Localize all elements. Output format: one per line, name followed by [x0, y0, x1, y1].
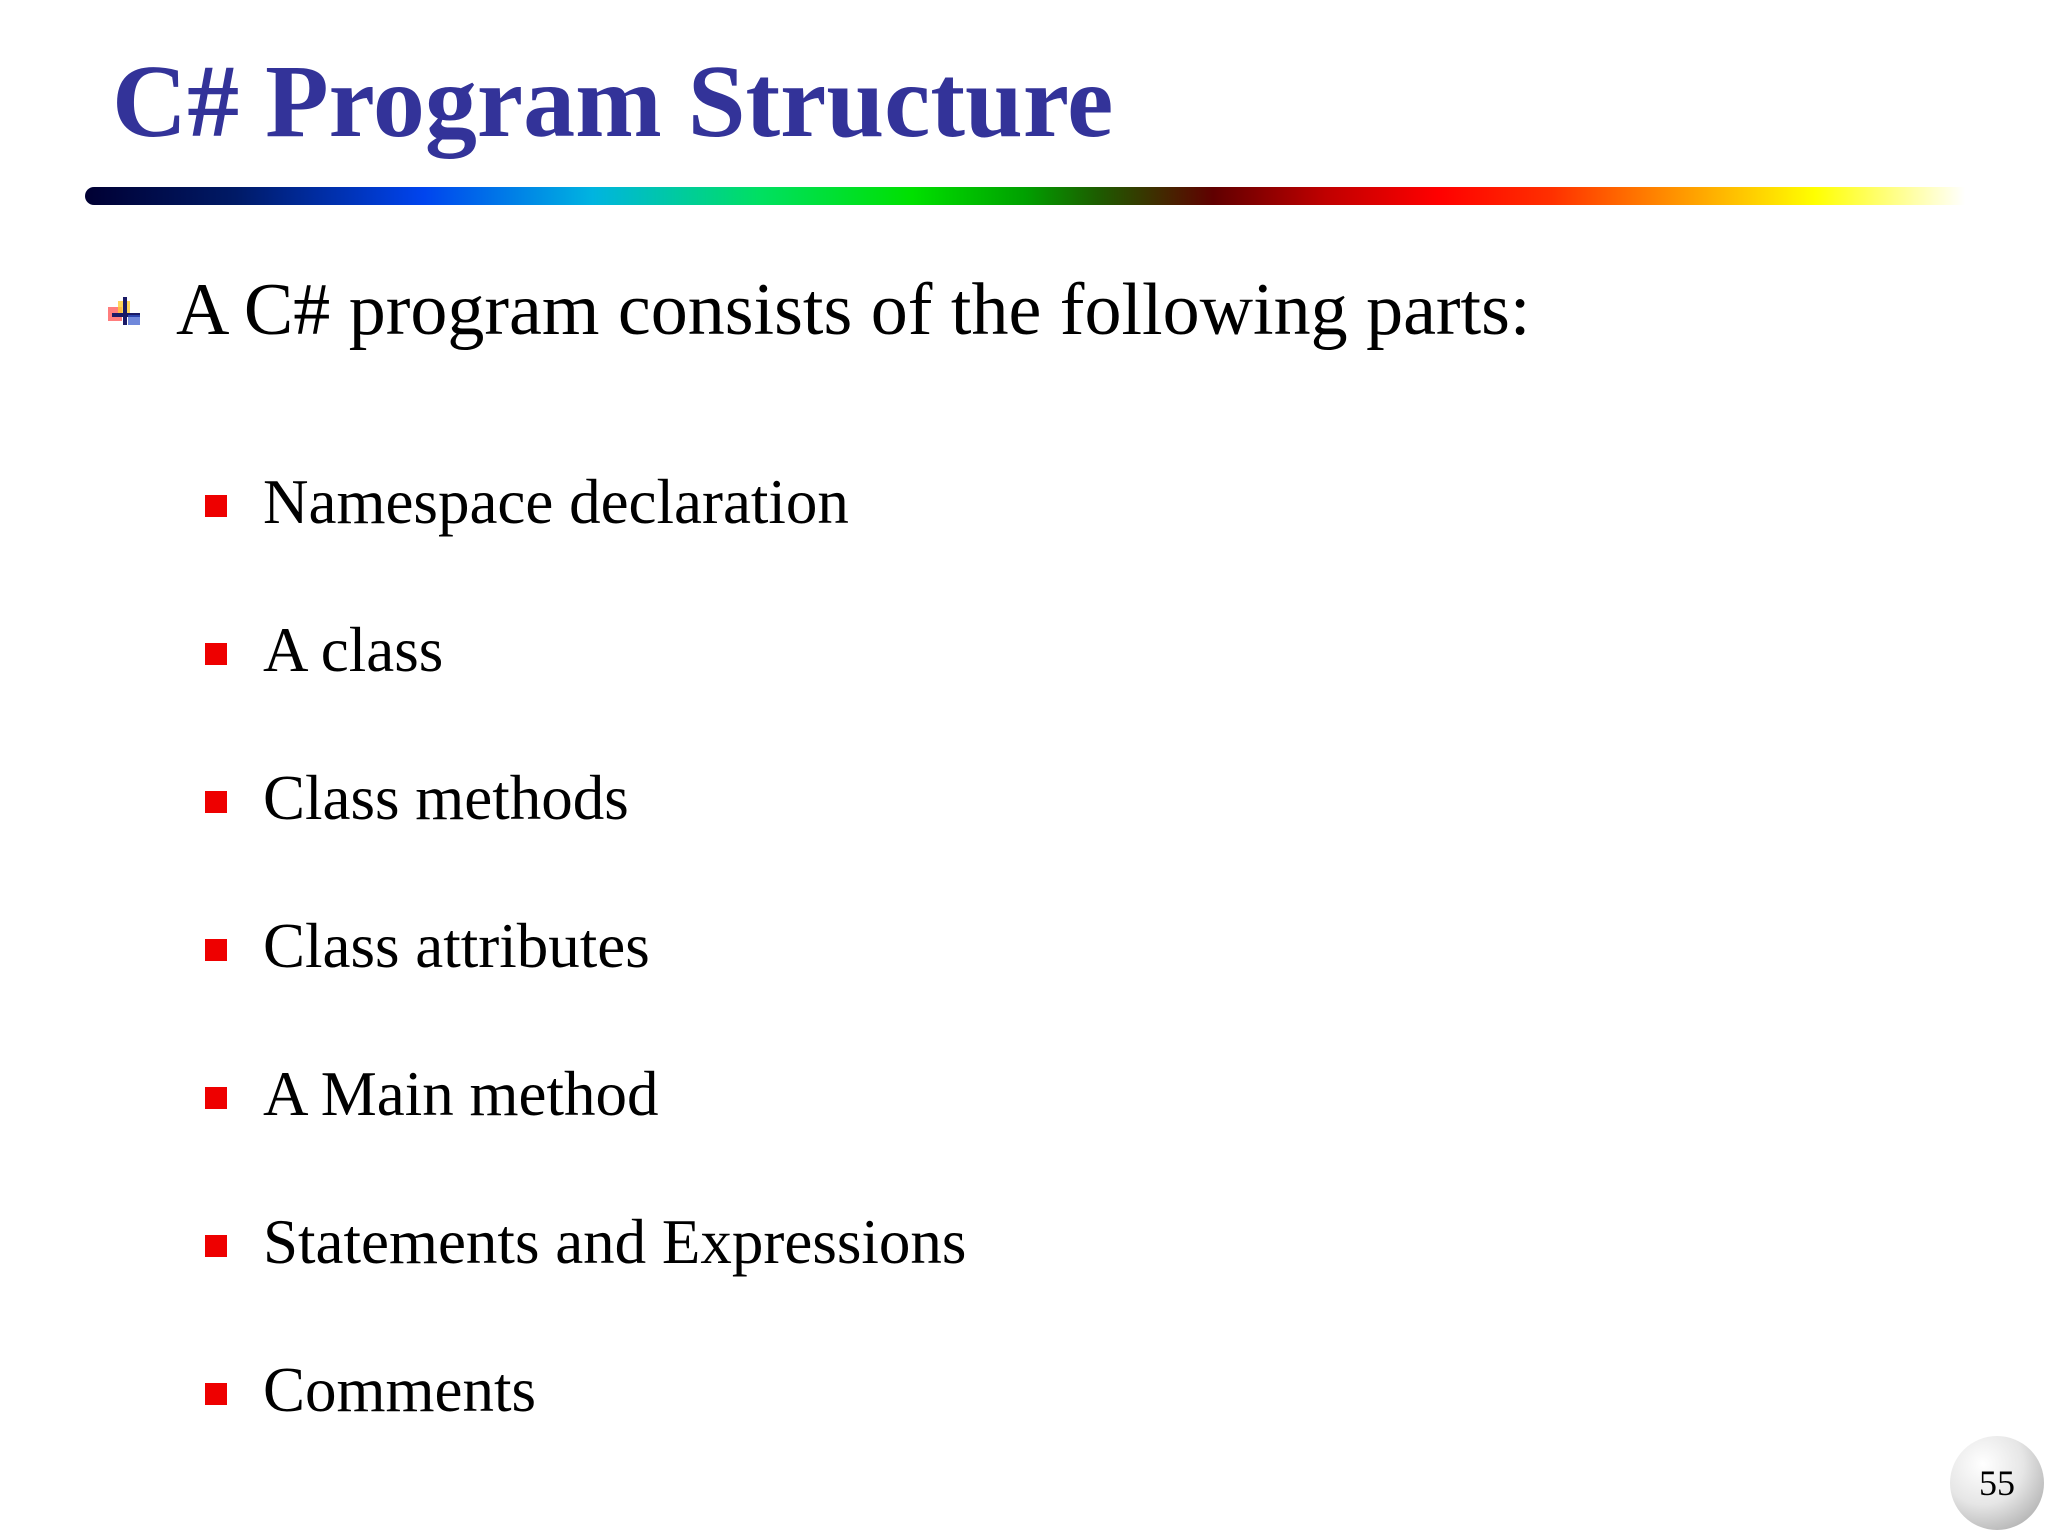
square-bullet-icon	[205, 1383, 227, 1405]
list-item-text: Class methods	[263, 762, 629, 833]
list-item	[205, 872, 966, 1020]
page-number: 55	[1979, 1463, 2015, 1503]
list-item	[205, 724, 966, 872]
main-bullet	[108, 268, 1530, 353]
list-item	[205, 1020, 966, 1168]
list-item-text: Comments	[263, 1354, 537, 1425]
page-number-badge	[1950, 1436, 2044, 1530]
slide-title: C# Program Structure	[112, 44, 1114, 159]
list-item-text: Statements and Expressions	[263, 1206, 967, 1277]
square-bullet-icon	[205, 791, 227, 813]
sub-bullet-list	[205, 428, 966, 1464]
list-item-text: A class	[263, 614, 444, 685]
list-item-text: Namespace declaration	[263, 466, 849, 537]
list-item	[205, 576, 966, 724]
square-bullet-icon	[205, 495, 227, 517]
list-item-text: A Main method	[263, 1058, 659, 1129]
plus-bullet-icon	[108, 293, 144, 329]
list-item	[205, 428, 966, 576]
list-item	[205, 1168, 966, 1316]
square-bullet-icon	[205, 939, 227, 961]
square-bullet-icon	[205, 643, 227, 665]
main-bullet-text: A C# program consists of the following parts:	[176, 269, 1531, 351]
title-gradient-rule	[85, 187, 1965, 205]
list-item-text: Class attributes	[263, 910, 650, 981]
square-bullet-icon	[205, 1087, 227, 1109]
square-bullet-icon	[205, 1235, 227, 1257]
list-item	[205, 1316, 966, 1464]
